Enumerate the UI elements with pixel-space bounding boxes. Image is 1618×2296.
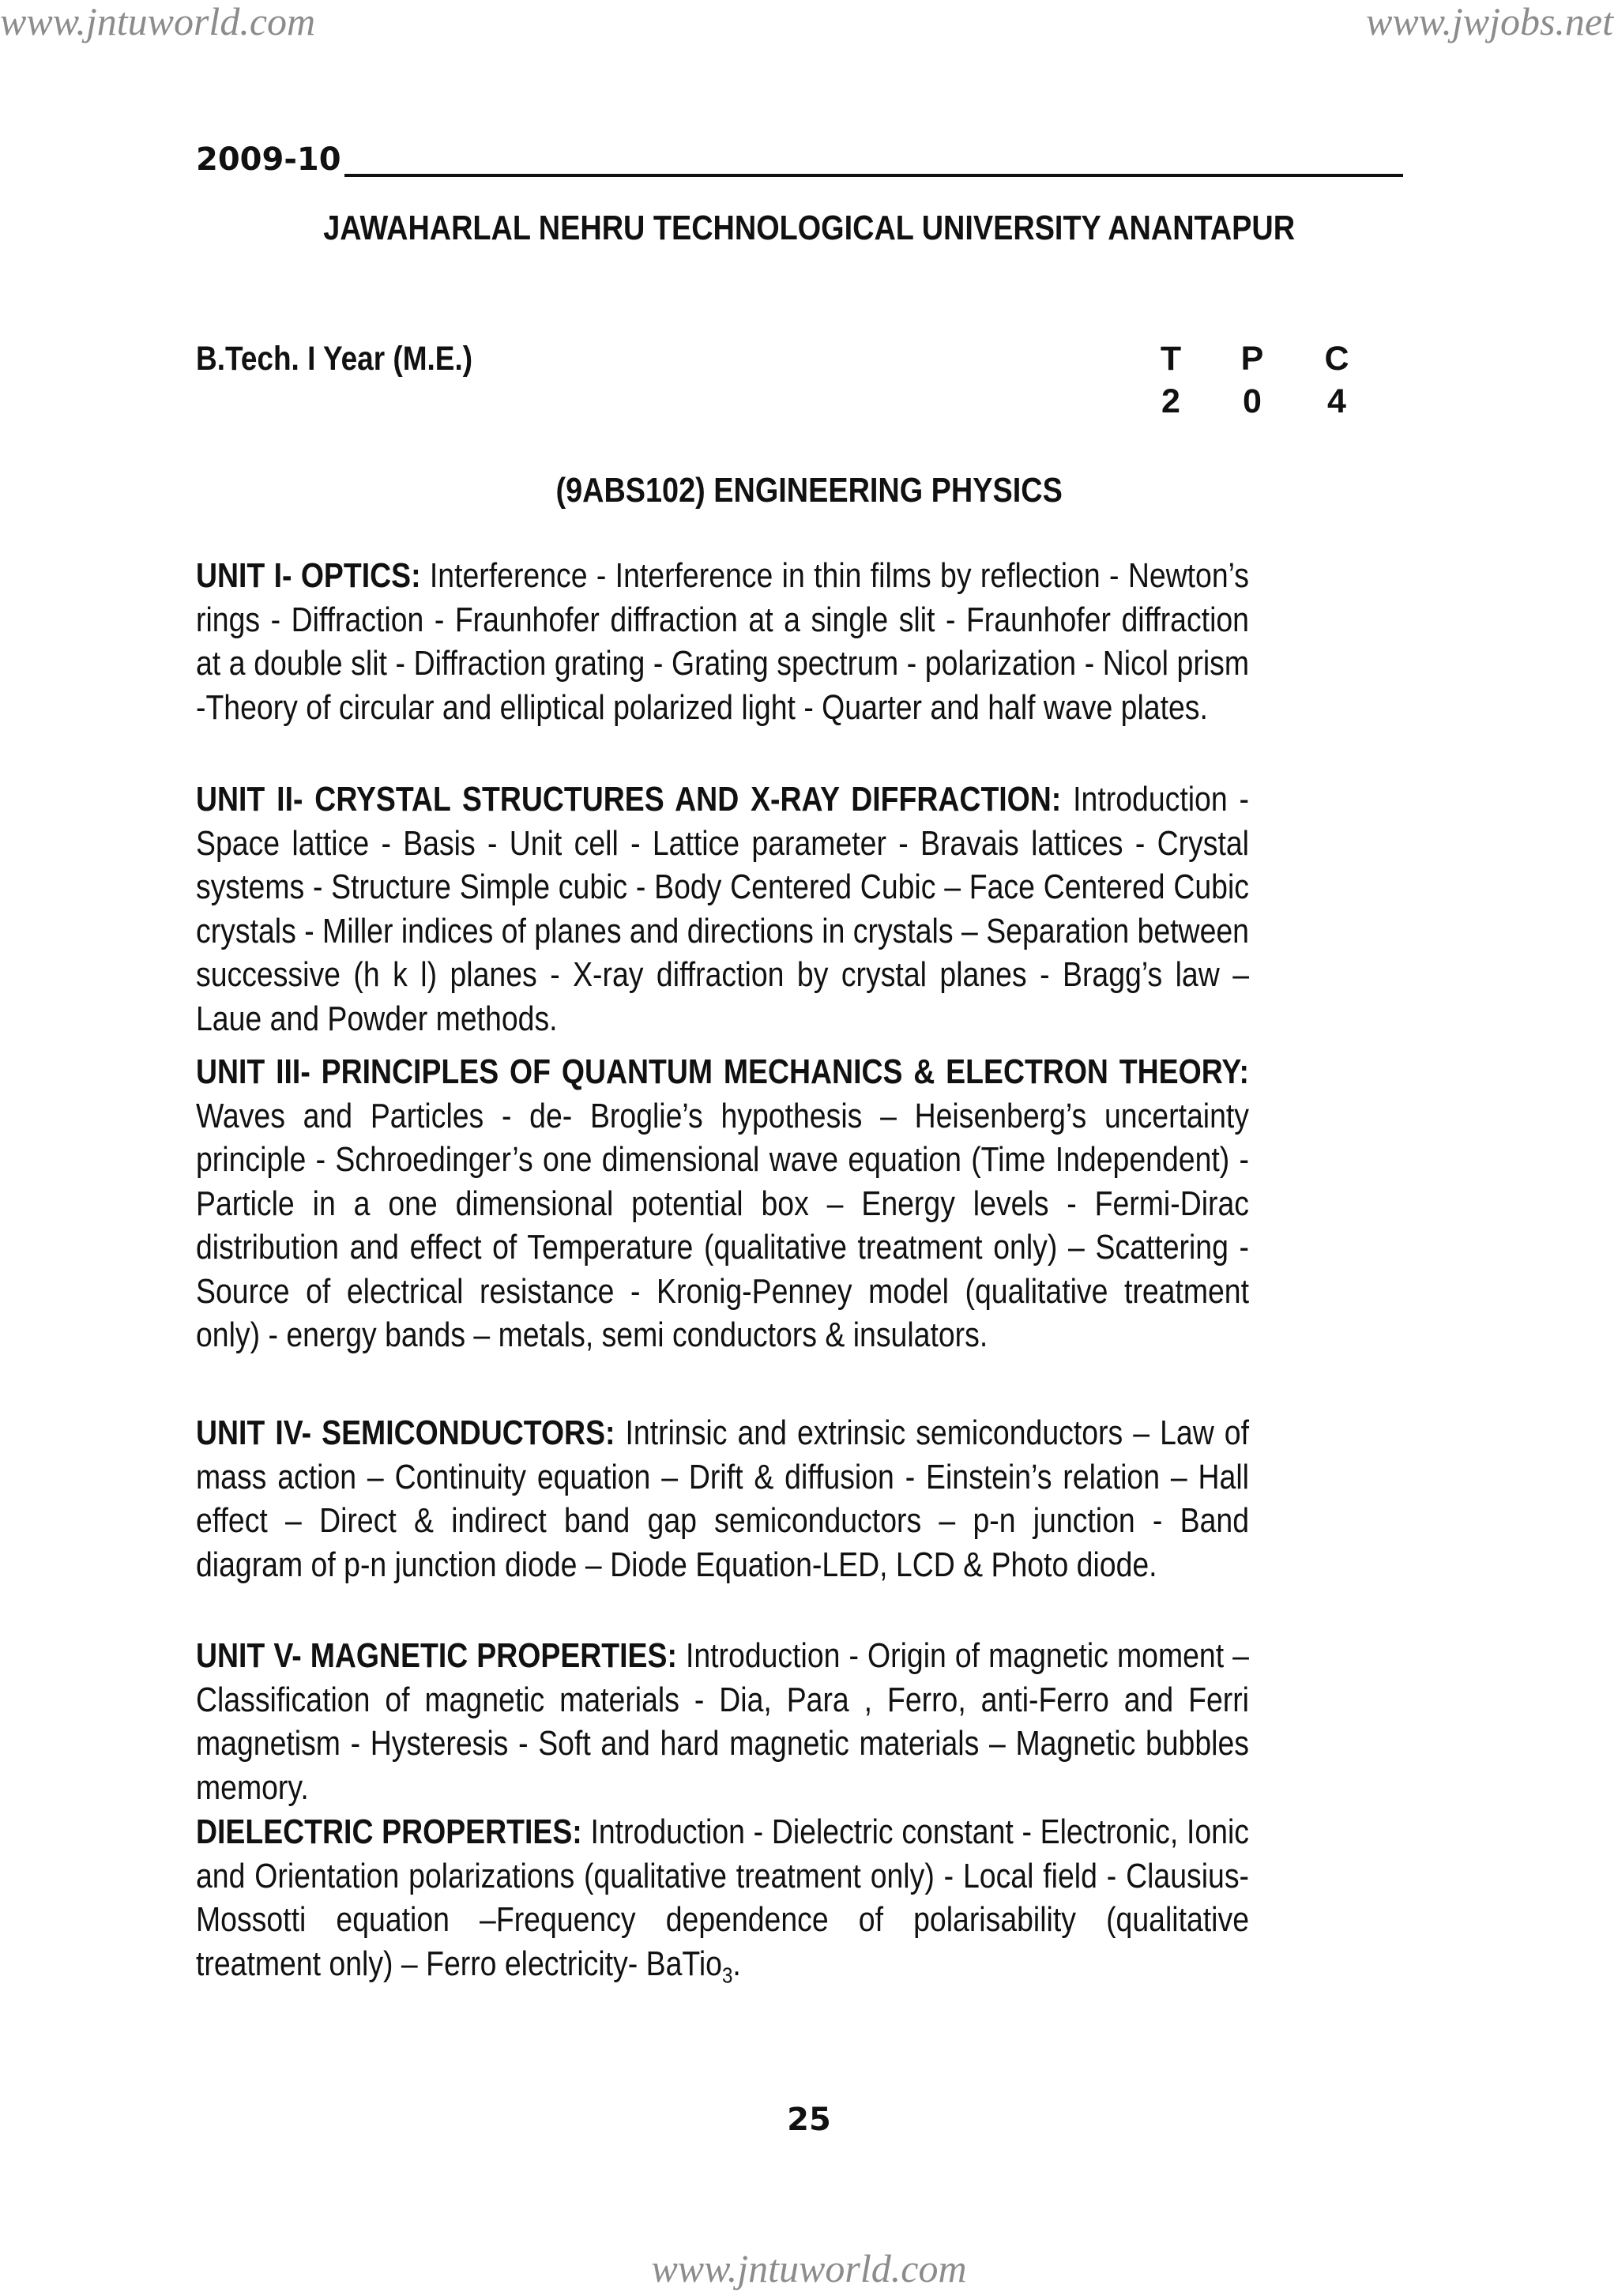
unit-3-heading: UNIT III- PRINCIPLES OF QUANTUM MECHANICS & ELECTRON THEORY:	[196, 1053, 1249, 1091]
university-title: JAWAHARLAL NEHRU TECHNOLOGICAL UNIVERSITY ANANTAPUR	[323, 209, 1296, 247]
unit-1-heading: UNIT I- OPTICS:	[196, 557, 421, 595]
tpc-label-c: C	[1324, 340, 1349, 378]
unit-4-heading: UNIT IV- SEMICONDUCTORS:	[196, 1414, 615, 1452]
unit-3-paragraph	[196, 1051, 1249, 1358]
unit-2-heading: UNIT II- CRYSTAL STRUCTURES AND X-RAY DIFFRACTION:	[196, 781, 1062, 819]
dielectric-paragraph	[196, 1811, 1249, 1997]
unit-1-text: Interference - Interference in thin films by reflection - Newton’s rings - Diffraction - Fraunhofer diffraction at a single slit - Fraunhofer diffraction at a double slit - Diffraction grating - Grating spectrum - polarization - Nicol prism -Theory of circular and elliptical polarized light - Quarter and half wave plates.	[196, 557, 1250, 727]
academic-year: 2009-10	[196, 141, 341, 178]
dielectric-heading: DIELECTRIC PROPERTIES:	[196, 1813, 582, 1851]
dielectric-subscript: 3	[721, 1963, 733, 1988]
page-number: 25	[787, 2102, 831, 2138]
tpc-value-t: 2	[1161, 382, 1180, 420]
header-rule	[344, 174, 1403, 177]
unit-5-text: Introduction - Origin of magnetic moment – Classification of magnetic materials - Dia, Para , Ferro, anti-Ferro and Ferri magnetism - Hysteresis - Soft and hard magnetic materials – Magnetic bubbles memory.	[196, 1637, 1249, 1807]
dielectric-suffix: .	[732, 1944, 741, 1983]
subject-title: (9ABS102) ENGINEERING PHYSICS	[555, 471, 1063, 510]
year-line	[196, 141, 1403, 178]
watermark-top-left: www.jntuworld.com	[0, 0, 316, 43]
unit-5-paragraph	[196, 1635, 1249, 1810]
course-title: B.Tech. I Year (M.E.)	[196, 340, 473, 378]
unit-5-heading: UNIT V- MAGNETIC PROPERTIES:	[196, 1637, 677, 1675]
unit-2-paragraph	[196, 778, 1249, 1041]
watermark-top-right: www.jwjobs.net	[1365, 0, 1613, 43]
watermark-bottom: www.jntuworld.com	[651, 2246, 967, 2290]
unit-4-paragraph	[196, 1412, 1249, 1587]
unit-1-paragraph	[196, 555, 1249, 730]
tpc-label-p: P	[1240, 340, 1264, 378]
unit-2-text: Introduction -Space lattice - Basis - Unit cell - Lattice parameter - Bravais lattices - Crystal systems - Structure Simple cubic - Body Centered Cubic – Face Centered Cubic crystals - Miller indices of planes and directions in crystals – Separation between successive (h k l) planes - X-ray diffraction by crystal planes - Bragg’s law – Laue and Powder methods.	[196, 781, 1249, 1038]
dielectric-text: Introduction - Dielectric constant - Electronic, Ionic and Orientation polarizations (qualitative treatment only) - Local field - Clausius-Mossotti equation –Frequency dependence of polarisability (qualitative treatment only) – Ferro electricity- BaTio	[196, 1813, 1249, 1983]
tpc-value-p: 0	[1243, 382, 1262, 420]
unit-4-text: Intrinsic and extrinsic semiconductors – Law of mass action – Continuity equation – Drift & diffusion - Einstein’s relation – Hall effect – Direct & indirect band gap semiconductors – p-n junction - Band diagram of p-n junction diode – Diode Equation-LED, LCD & Photo diode.	[196, 1414, 1250, 1584]
tpc-value-c: 4	[1327, 382, 1346, 420]
unit-3-text: Waves and Particles - de- Broglie’s hypothesis – Heisenberg’s uncertainty principle - Schroedinger’s one dimensional wave equation (Time Independent) - Particle in a one dimensional potential box – Energy levels - Fermi-Dirac distribution and effect of Temperature (qualitative treatment only) – Scattering - Source of electrical resistance - Kronig-Penney model (qualitative treatment only) - energy bands – metals, semi conductors & insulators.	[196, 1097, 1249, 1354]
tpc-label-t: T	[1160, 340, 1182, 378]
